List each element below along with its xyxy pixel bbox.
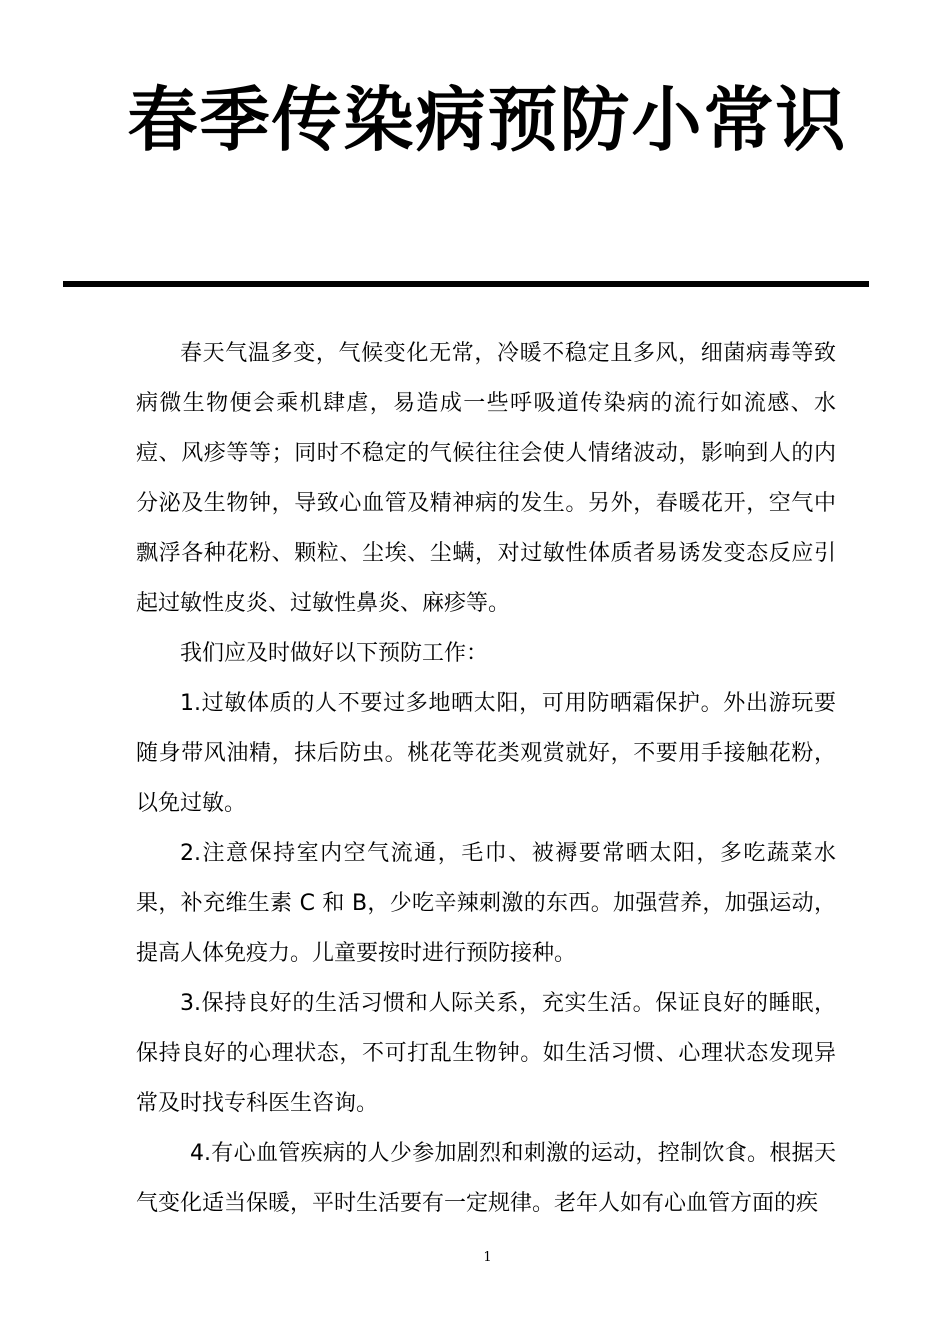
paragraph-item-2: 2.注意保持室内空气流通，毛巾、被褥要常晒太阳，多吃蔬菜水果，补充维生素 C 和 B，少吃辛辣刺激的东西。加强营养，加强运动，提高人体免疫力。儿童要按时进行预防接种。 xyxy=(136,841,836,966)
page-number: 1 xyxy=(483,1250,492,1265)
paragraph-item-4: 4.有心血管疾病的人少参加剧烈和刺激的运动，控制饮食。根据天气变化适当保暖，平时生活要有一定规律。老年人如有心血管方面的疾 xyxy=(136,1141,836,1216)
paragraph-prevention-heading: 我们应及时做好以下预防工作： xyxy=(180,641,489,666)
document-body xyxy=(136,329,836,1229)
paragraph-item-3: 3.保持良好的生活习惯和人际关系，充实生活。保证良好的睡眠，保持良好的心理状态，不可打乱生物钟。如生活习惯、心理状态发现异常及时找专科医生咨询。 xyxy=(136,991,836,1116)
paragraph-intro: 春天气温多变，气候变化无常，冷暖不稳定且多风，细菌病毒等致病微生物便会乘机肆虐，易造成一些呼吸道传染病的流行如流感、水痘、风疹等等；同时不稳定的气候往往会使人情绪波动，影响到人的内分泌及生物钟，导致心血管及精神病的发生。另外，春暖花开，空气中飘浮各种花粉、颗粒、尘埃、尘螨，对过敏性体质者易诱发变态反应引起过敏性皮炎、过敏性鼻炎、麻疹等。 xyxy=(136,341,836,616)
document-title: 春季传染病预防小常识 xyxy=(127,79,848,161)
title-divider xyxy=(63,281,869,287)
paragraph-item-1: 1.过敏体质的人不要过多地晒太阳，可用防晒霜保护。外出游玩要随身带风油精，抹后防虫。桃花等花类观赏就好，不要用手接触花粉，以免过敏。 xyxy=(136,691,836,816)
